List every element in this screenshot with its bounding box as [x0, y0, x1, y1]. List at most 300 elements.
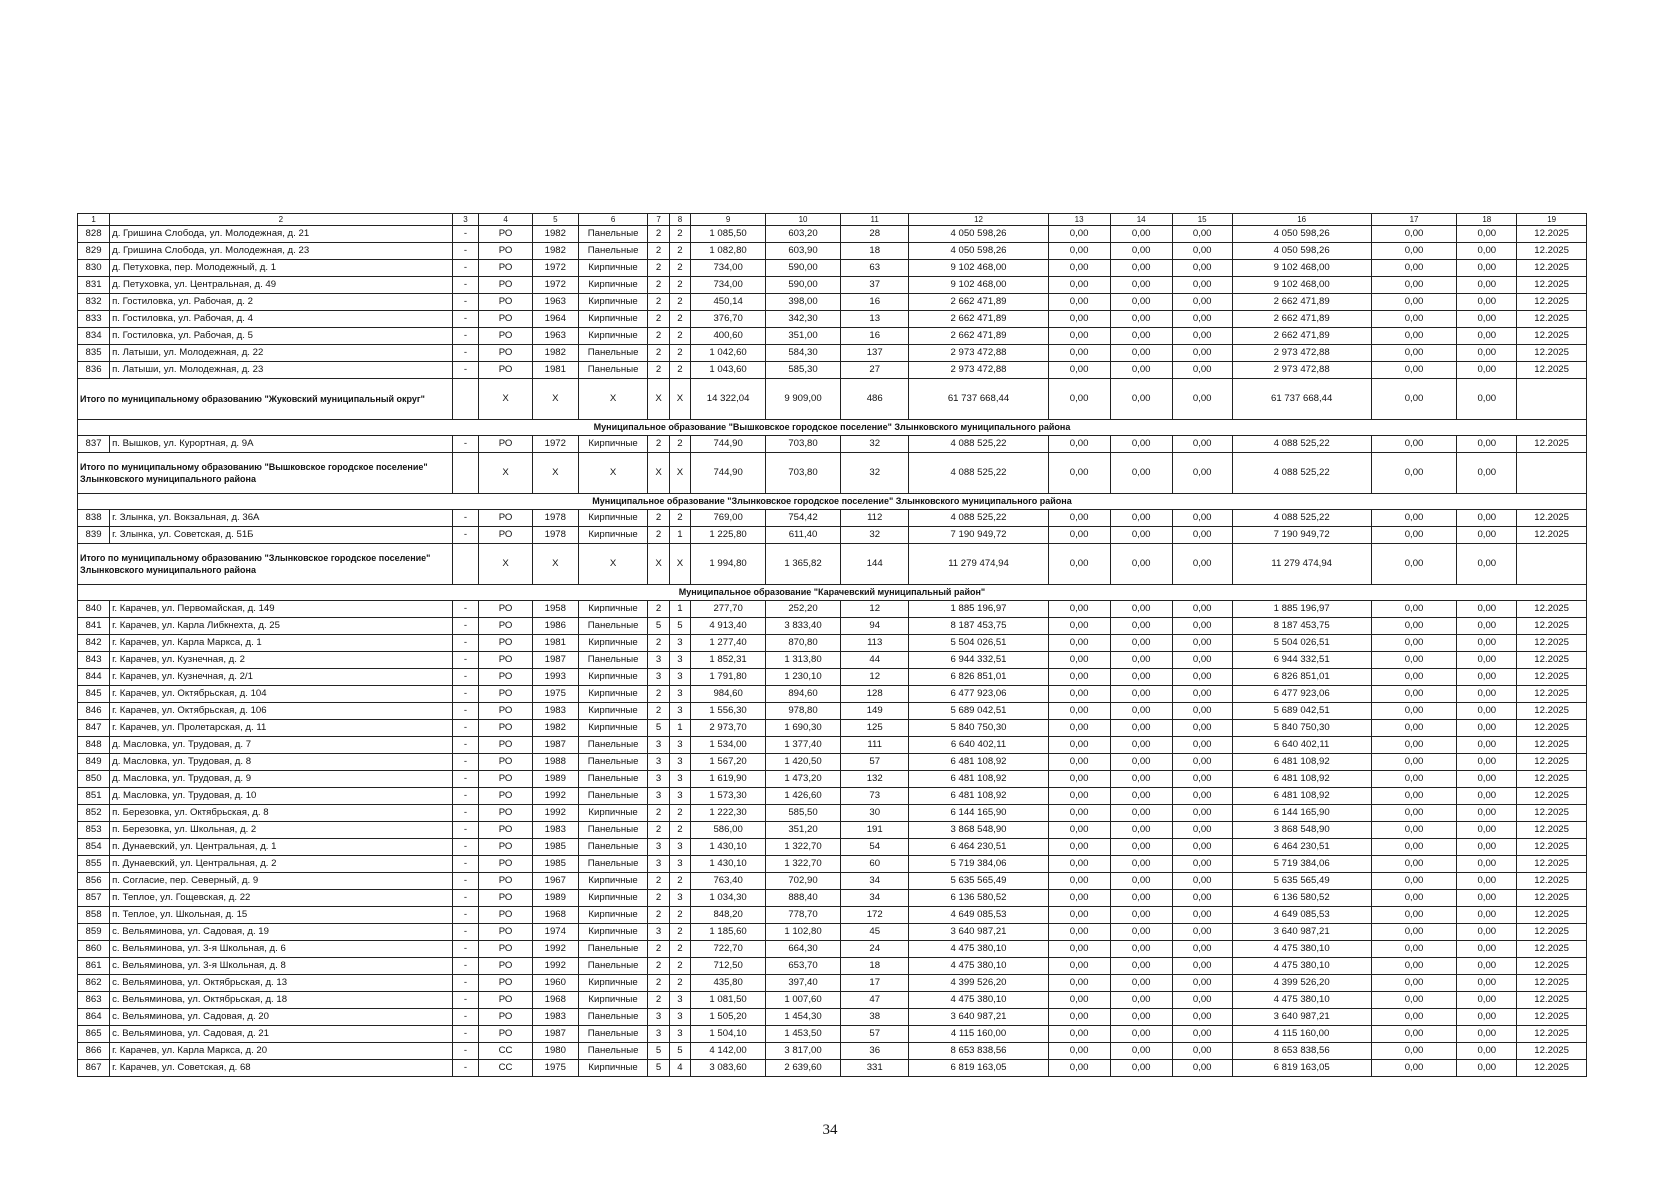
data-cell: 6 481 108,92 [909, 771, 1048, 788]
address-cell: п. Березовка, ул. Октябрьская, д. 8 [110, 805, 452, 822]
data-cell: - [452, 737, 479, 754]
data-cell: 0,00 [1048, 243, 1110, 260]
data-cell: - [452, 890, 479, 907]
data-cell: 769,00 [691, 510, 766, 527]
data-cell: 2 973,70 [691, 720, 766, 737]
data-cell: 2 [648, 277, 669, 294]
data-cell: 0,00 [1048, 992, 1110, 1009]
data-cell: 1 230,10 [766, 669, 841, 686]
data-cell: Кирпичные [578, 805, 648, 822]
data-cell: 1975 [532, 1060, 578, 1077]
data-cell: 36 [840, 1043, 908, 1060]
data-cell: 1963 [532, 328, 578, 345]
data-cell: 0,00 [1110, 907, 1172, 924]
data-cell: 0,00 [1457, 720, 1517, 737]
data-cell: 978,80 [766, 703, 841, 720]
data-cell: 12.2025 [1517, 924, 1587, 941]
data-cell: 3 [648, 737, 669, 754]
data-cell: 3 [648, 1026, 669, 1043]
data-cell: 590,00 [766, 260, 841, 277]
data-cell: 0,00 [1172, 822, 1232, 839]
data-cell: РО [479, 243, 533, 260]
data-cell: 1 505,20 [691, 1009, 766, 1026]
data-cell: РО [479, 907, 533, 924]
column-number-cell: 4 [479, 214, 533, 226]
data-cell: 113 [840, 635, 908, 652]
data-cell: Кирпичные [578, 277, 648, 294]
address-cell: г. Карачев, ул. Карла Маркса, д. 1 [110, 635, 452, 652]
data-cell: 172 [840, 907, 908, 924]
data-cell: РО [479, 958, 533, 975]
data-cell: 12.2025 [1517, 527, 1587, 544]
table-row [78, 856, 1587, 873]
data-cell: 1 082,80 [691, 243, 766, 260]
data-cell: 3 [669, 737, 690, 754]
data-cell: 0,00 [1048, 1060, 1110, 1077]
data-cell: 0,00 [1172, 873, 1232, 890]
data-cell: 0,00 [1371, 1026, 1457, 1043]
address-cell: п. Березовка, ул. Школьная, д. 2 [110, 822, 452, 839]
data-cell: 12.2025 [1517, 703, 1587, 720]
data-cell: 831 [78, 277, 110, 294]
address-cell: п. Гостиловка, ул. Рабочая, д. 2 [110, 294, 452, 311]
subtotal-value: 0,00 [1110, 544, 1172, 585]
data-cell: 0,00 [1457, 992, 1517, 1009]
data-cell: 0,00 [1457, 924, 1517, 941]
data-cell: 0,00 [1371, 260, 1457, 277]
data-cell: - [452, 720, 479, 737]
data-cell: 2 662 471,89 [909, 311, 1048, 328]
address-cell: п. Латыши, ул. Молодежная, д. 23 [110, 362, 452, 379]
data-cell: - [452, 328, 479, 345]
subtotal-value: 1 365,82 [766, 544, 841, 585]
data-cell: 848,20 [691, 907, 766, 924]
data-cell: 0,00 [1172, 941, 1232, 958]
data-cell: 1 [669, 527, 690, 544]
data-cell: 13 [840, 311, 908, 328]
address-cell: г. Карачев, ул. Карла Маркса, д. 20 [110, 1043, 452, 1060]
data-cell: Панельные [578, 771, 648, 788]
data-cell: 4 088 525,22 [1232, 436, 1371, 453]
data-cell: 0,00 [1371, 754, 1457, 771]
table-row [78, 924, 1587, 941]
table-row [78, 1026, 1587, 1043]
subtotal-value: 1 994,80 [691, 544, 766, 585]
data-cell: 0,00 [1457, 958, 1517, 975]
data-cell: 0,00 [1371, 1009, 1457, 1026]
data-cell: 3 [669, 788, 690, 805]
data-cell: 111 [840, 737, 908, 754]
data-cell: 4 142,00 [691, 1043, 766, 1060]
data-cell: 0,00 [1371, 873, 1457, 890]
data-cell: 0,00 [1048, 1009, 1110, 1026]
subtotal-value: 4 088 525,22 [909, 453, 1048, 494]
data-cell: 2 [648, 822, 669, 839]
data-cell: РО [479, 975, 533, 992]
table-row [78, 720, 1587, 737]
data-cell: 5 635 565,49 [909, 873, 1048, 890]
data-cell: 6 481 108,92 [909, 788, 1048, 805]
address-cell: п. Гостиловка, ул. Рабочая, д. 5 [110, 328, 452, 345]
data-cell: РО [479, 720, 533, 737]
data-cell: 3 [648, 924, 669, 941]
data-cell: 18 [840, 243, 908, 260]
data-cell: 6 481 108,92 [1232, 788, 1371, 805]
address-cell: г. Карачев, ул. Первомайская, д. 149 [110, 601, 452, 618]
address-cell: п. Согласие, пер. Северный, д. 9 [110, 873, 452, 890]
data-cell: 0,00 [1371, 510, 1457, 527]
data-cell: 2 [648, 992, 669, 1009]
data-cell: 2 [648, 873, 669, 890]
data-cell: 0,00 [1048, 822, 1110, 839]
data-cell: 702,90 [766, 873, 841, 890]
data-cell: 6 464 230,51 [1232, 839, 1371, 856]
data-cell: 847 [78, 720, 110, 737]
data-cell: 863 [78, 992, 110, 1009]
data-cell: 0,00 [1457, 277, 1517, 294]
subtotal-value: 144 [840, 544, 908, 585]
data-cell: 854 [78, 839, 110, 856]
data-cell: 12.2025 [1517, 822, 1587, 839]
data-cell: 0,00 [1457, 737, 1517, 754]
data-cell: 844 [78, 669, 110, 686]
data-cell: 351,20 [766, 822, 841, 839]
data-cell: 4 088 525,22 [909, 436, 1048, 453]
data-cell: 5 840 750,30 [909, 720, 1048, 737]
data-cell: 4 475 380,10 [1232, 992, 1371, 1009]
data-cell: 4 [669, 1060, 690, 1077]
section-heading: Муниципальное образование "Карачевский муниципальный район" [78, 585, 1587, 601]
subtotal-value: 14 322,04 [691, 379, 766, 420]
data-cell: 12.2025 [1517, 635, 1587, 652]
data-cell: РО [479, 992, 533, 1009]
data-cell: 0,00 [1371, 1060, 1457, 1077]
data-cell: 0,00 [1172, 856, 1232, 873]
data-cell: - [452, 975, 479, 992]
data-cell: 2 [669, 226, 690, 243]
subtotal-value: 0,00 [1371, 453, 1457, 494]
data-cell: 3 817,00 [766, 1043, 841, 1060]
address-cell: д. Масловка, ул. Трудовая, д. 9 [110, 771, 452, 788]
data-cell: 828 [78, 226, 110, 243]
data-cell: 0,00 [1371, 294, 1457, 311]
data-cell: 0,00 [1048, 601, 1110, 618]
data-cell: 30 [840, 805, 908, 822]
column-number-cell: 14 [1110, 214, 1172, 226]
data-cell: 0,00 [1048, 771, 1110, 788]
data-cell: 0,00 [1110, 328, 1172, 345]
data-cell: 12.2025 [1517, 737, 1587, 754]
data-cell: 0,00 [1172, 1060, 1232, 1077]
data-cell: 1985 [532, 839, 578, 856]
data-cell: 2 [648, 941, 669, 958]
data-cell: 137 [840, 345, 908, 362]
data-cell: 5 [648, 720, 669, 737]
data-cell: 12.2025 [1517, 839, 1587, 856]
data-cell: 857 [78, 890, 110, 907]
address-cell: г. Карачев, ул. Карла Либкнехта, д. 25 [110, 618, 452, 635]
subtotal-value: 0,00 [1457, 544, 1517, 585]
data-cell: Кирпичные [578, 510, 648, 527]
data-cell: 1988 [532, 754, 578, 771]
table-row [78, 907, 1587, 924]
data-cell: 47 [840, 992, 908, 1009]
data-cell: 0,00 [1172, 260, 1232, 277]
subtotal-value: 486 [840, 379, 908, 420]
subtotal-value: X [578, 544, 648, 585]
data-cell: 843 [78, 652, 110, 669]
data-cell: 331 [840, 1060, 908, 1077]
data-cell: 6 819 163,05 [1232, 1060, 1371, 1077]
data-cell: Кирпичные [578, 924, 648, 941]
data-cell: 1958 [532, 601, 578, 618]
data-cell: 1 085,50 [691, 226, 766, 243]
data-cell: РО [479, 527, 533, 544]
data-cell: 3 [669, 1026, 690, 1043]
data-cell: 6 944 332,51 [1232, 652, 1371, 669]
table-row [78, 839, 1587, 856]
data-cell: 2 [669, 975, 690, 992]
data-cell: 845 [78, 686, 110, 703]
data-cell: 2 639,60 [766, 1060, 841, 1077]
data-cell: 6 477 923,06 [909, 686, 1048, 703]
data-cell: 1992 [532, 941, 578, 958]
data-cell: 0,00 [1110, 873, 1172, 890]
data-cell: Кирпичные [578, 260, 648, 277]
data-cell: 12.2025 [1517, 311, 1587, 328]
data-cell: - [452, 652, 479, 669]
data-cell: 0,00 [1048, 362, 1110, 379]
address-cell: с. Вельяминова, ул. Октябрьская, д. 18 [110, 992, 452, 1009]
data-cell: 4 399 526,20 [909, 975, 1048, 992]
data-cell: 12.2025 [1517, 805, 1587, 822]
data-cell: 57 [840, 754, 908, 771]
data-cell: 1968 [532, 992, 578, 1009]
table-row [78, 822, 1587, 839]
data-cell: 0,00 [1110, 652, 1172, 669]
data-cell: 1981 [532, 362, 578, 379]
data-cell: - [452, 277, 479, 294]
data-cell: 4 115 160,00 [909, 1026, 1048, 1043]
data-cell: 2 [648, 686, 669, 703]
data-cell: 2 [669, 510, 690, 527]
data-cell: 3 [669, 771, 690, 788]
data-cell: 8 187 453,75 [909, 618, 1048, 635]
data-cell: 1 791,80 [691, 669, 766, 686]
data-cell: 3 [669, 890, 690, 907]
data-cell: 2 [669, 243, 690, 260]
data-cell: 1 453,50 [766, 1026, 841, 1043]
data-cell: 830 [78, 260, 110, 277]
data-cell: 5 504 026,51 [909, 635, 1048, 652]
data-cell: 722,70 [691, 941, 766, 958]
table-row [78, 328, 1587, 345]
subtotal-value: 0,00 [1172, 544, 1232, 585]
data-cell: 0,00 [1371, 345, 1457, 362]
address-cell: д. Гришина Слобода, ул. Молодежная, д. 23 [110, 243, 452, 260]
subtotal-value: 11 279 474,94 [909, 544, 1048, 585]
data-cell: 855 [78, 856, 110, 873]
data-cell: 1 042,60 [691, 345, 766, 362]
address-cell: д. Гришина Слобода, ул. Молодежная, д. 21 [110, 226, 452, 243]
data-cell: 849 [78, 754, 110, 771]
data-cell: 842 [78, 635, 110, 652]
data-cell: 5 635 565,49 [1232, 873, 1371, 890]
data-cell: 0,00 [1172, 890, 1232, 907]
data-cell: 6 481 108,92 [1232, 754, 1371, 771]
data-cell: 1 454,30 [766, 1009, 841, 1026]
data-cell: 585,50 [766, 805, 841, 822]
data-cell: 0,00 [1371, 856, 1457, 873]
data-cell: 397,40 [766, 975, 841, 992]
data-cell: Панельные [578, 958, 648, 975]
data-cell: 6 944 332,51 [909, 652, 1048, 669]
data-cell: 0,00 [1172, 362, 1232, 379]
data-cell: 2 [648, 260, 669, 277]
data-cell: 398,00 [766, 294, 841, 311]
data-cell: 0,00 [1371, 652, 1457, 669]
data-cell: РО [479, 226, 533, 243]
data-cell: 0,00 [1172, 958, 1232, 975]
data-cell: 852 [78, 805, 110, 822]
data-cell: 0,00 [1457, 703, 1517, 720]
data-cell: 0,00 [1371, 907, 1457, 924]
data-cell: 0,00 [1110, 1060, 1172, 1077]
column-number-cell: 6 [578, 214, 648, 226]
address-cell: с. Вельяминова, ул. Садовая, д. 20 [110, 1009, 452, 1026]
table-row [78, 805, 1587, 822]
data-cell: - [452, 260, 479, 277]
table-row [78, 260, 1587, 277]
data-cell: 0,00 [1048, 618, 1110, 635]
data-cell: 3 [669, 703, 690, 720]
data-cell: 1968 [532, 907, 578, 924]
data-cell: 0,00 [1048, 890, 1110, 907]
data-cell: 0,00 [1048, 754, 1110, 771]
table-row [78, 788, 1587, 805]
subtotal-label: Итого по муниципальному образованию "Вышковское городское поселение" Злынковского муниципального района [78, 453, 453, 494]
data-cell: 0,00 [1110, 992, 1172, 1009]
table-row [78, 294, 1587, 311]
data-cell: 32 [840, 527, 908, 544]
data-cell: РО [479, 601, 533, 618]
data-cell: 584,30 [766, 345, 841, 362]
data-cell: 836 [78, 362, 110, 379]
data-cell: 0,00 [1110, 345, 1172, 362]
table-row [78, 652, 1587, 669]
data-cell: 0,00 [1457, 856, 1517, 873]
data-cell: 63 [840, 260, 908, 277]
data-cell: 0,00 [1172, 907, 1232, 924]
data-cell: 1978 [532, 510, 578, 527]
subtotal-value: 4 088 525,22 [1232, 453, 1371, 494]
data-cell: 1 567,20 [691, 754, 766, 771]
data-cell: 1 313,80 [766, 652, 841, 669]
data-cell: 0,00 [1457, 788, 1517, 805]
data-cell: 128 [840, 686, 908, 703]
data-cell: 34 [840, 873, 908, 890]
data-cell: 848 [78, 737, 110, 754]
subtotal-value: 61 737 668,44 [909, 379, 1048, 420]
data-cell: Кирпичные [578, 328, 648, 345]
data-cell: 5 [669, 1043, 690, 1060]
data-cell: 850 [78, 771, 110, 788]
data-cell: - [452, 311, 479, 328]
data-cell: 45 [840, 924, 908, 941]
table-row [78, 362, 1587, 379]
data-cell: 0,00 [1371, 436, 1457, 453]
data-cell: 1980 [532, 1043, 578, 1060]
data-cell: 400,60 [691, 328, 766, 345]
data-cell: 6 640 402,11 [909, 737, 1048, 754]
data-cell: 6 481 108,92 [909, 754, 1048, 771]
data-cell: 2 [648, 510, 669, 527]
data-cell: 54 [840, 839, 908, 856]
data-cell: 2 973 472,88 [909, 362, 1048, 379]
data-cell: РО [479, 311, 533, 328]
data-cell: 1 426,60 [766, 788, 841, 805]
data-cell: 0,00 [1371, 992, 1457, 1009]
data-cell: 16 [840, 328, 908, 345]
data-cell: 0,00 [1110, 1043, 1172, 1060]
data-cell: 60 [840, 856, 908, 873]
data-cell: 3 640 987,21 [1232, 924, 1371, 941]
data-cell: 0,00 [1172, 226, 1232, 243]
data-cell: 0,00 [1110, 754, 1172, 771]
data-cell: 603,20 [766, 226, 841, 243]
data-cell: 0,00 [1048, 635, 1110, 652]
data-cell: 12.2025 [1517, 771, 1587, 788]
data-cell: 12.2025 [1517, 1026, 1587, 1043]
data-cell: 0,00 [1371, 669, 1457, 686]
data-cell: Кирпичные [578, 720, 648, 737]
data-cell: 0,00 [1048, 294, 1110, 311]
data-cell: Панельные [578, 226, 648, 243]
data-cell: 12.2025 [1517, 669, 1587, 686]
data-cell: 1989 [532, 771, 578, 788]
data-cell: 0,00 [1457, 328, 1517, 345]
data-cell: 6 640 402,11 [1232, 737, 1371, 754]
data-cell: 3 [669, 856, 690, 873]
data-cell: 586,00 [691, 822, 766, 839]
data-cell: РО [479, 856, 533, 873]
subtotal-value: X [669, 379, 690, 420]
address-cell: г. Карачев, ул. Советская, д. 68 [110, 1060, 452, 1077]
data-cell: 4 050 598,26 [909, 243, 1048, 260]
subtotal-label: Итого по муниципальному образованию "Злынковское городское поселение" Злынковского муниципального района [78, 544, 453, 585]
data-cell: 0,00 [1457, 1043, 1517, 1060]
data-cell: 2 [669, 873, 690, 890]
data-cell: РО [479, 703, 533, 720]
subtotal-value: 0,00 [1110, 453, 1172, 494]
data-cell: РО [479, 822, 533, 839]
data-cell: - [452, 805, 479, 822]
data-cell: 0,00 [1172, 311, 1232, 328]
data-cell: 12.2025 [1517, 890, 1587, 907]
data-cell: 5 719 384,06 [909, 856, 1048, 873]
data-cell: 132 [840, 771, 908, 788]
data-cell: 12 [840, 669, 908, 686]
data-cell: РО [479, 669, 533, 686]
data-cell: 0,00 [1457, 771, 1517, 788]
data-cell: 4 050 598,26 [1232, 226, 1371, 243]
subtotal-value: 703,80 [766, 453, 841, 494]
data-cell: 0,00 [1110, 975, 1172, 992]
data-cell: 0,00 [1048, 345, 1110, 362]
data-cell: 0,00 [1110, 669, 1172, 686]
data-cell: 2 662 471,89 [909, 328, 1048, 345]
data-cell: 0,00 [1110, 788, 1172, 805]
